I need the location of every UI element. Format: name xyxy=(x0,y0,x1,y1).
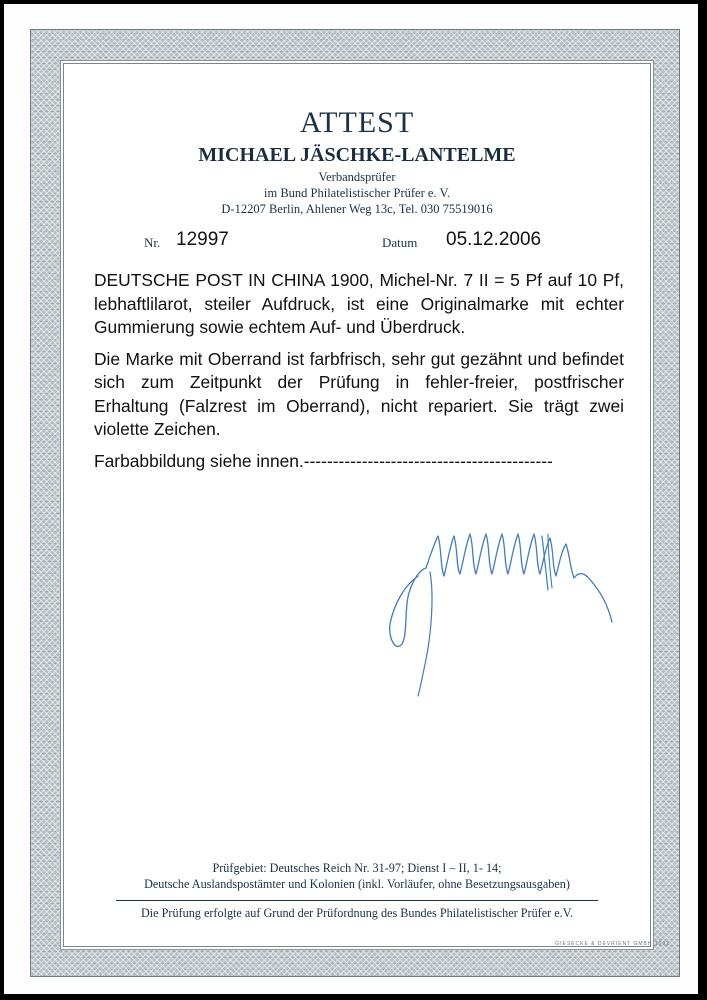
certificate-title: ATTEST xyxy=(299,106,415,139)
certificate-date: 05.12.2006 xyxy=(446,229,542,250)
body-paragraph-condition: Die Marke mit Oberrand ist farbfrisch, sehr gut gezähnt und befindet sich zum Zeitpunkt der Prüfung in fehler-freier, postfrischer Erhaltung (Falzrest im Oberrand), nicht repariert. Sie trägt zwei violette Zeichen. xyxy=(94,348,624,439)
certificate-sheet xyxy=(4,4,698,994)
certificate-inner xyxy=(64,64,650,946)
number-label: Nr. xyxy=(144,235,161,250)
examiner-role: Verbandsprüfer xyxy=(318,170,396,184)
examiner-address: D-12207 Berlin, Ahlener Weg 13c, Tel. 030 75519016 xyxy=(221,202,493,216)
body-paragraph-stamp: DEUTSCHE POST IN CHINA 1900, Michel-Nr. 7 II = 5 Pf auf 10 Pf, lebhaftlilarot, steiler Aufdruck, ist eine Originalmarke mit echter Gummierung sowie echtem Auf- und Überdruck. xyxy=(94,270,624,337)
date-label: Datum xyxy=(382,235,418,250)
certificate-number: 12997 xyxy=(176,229,229,250)
footer-scope-detail: Deutsche Auslandspostämter und Kolonien (inkl. Vorläufer, ohne Besetzungsausgaben) xyxy=(144,877,570,891)
body-paragraph-note: Farbabbildung siehe innen.------------------------------------------- xyxy=(94,450,553,471)
footer-scope: Prüfgebiet: Deutsches Reich Nr. 31-97; Dienst I – II, 1- 14; xyxy=(212,861,502,875)
examiner-name: MICHAEL JÄSCHKE-LANTELME xyxy=(198,144,516,166)
printer-mark: GIESECKE & DEVRIENT GMBH 1992 xyxy=(555,941,670,947)
footer-divider xyxy=(116,900,598,901)
signature xyxy=(334,494,624,704)
certificate-body xyxy=(94,269,624,473)
footer-statement: Die Prüfung erfolgte auf Grund der Prüfordnung des Bundes Philatelistischer Prüfer e.V. xyxy=(140,906,573,920)
examiner-association: im Bund Philatelistischer Prüfer e. V. xyxy=(264,186,450,200)
